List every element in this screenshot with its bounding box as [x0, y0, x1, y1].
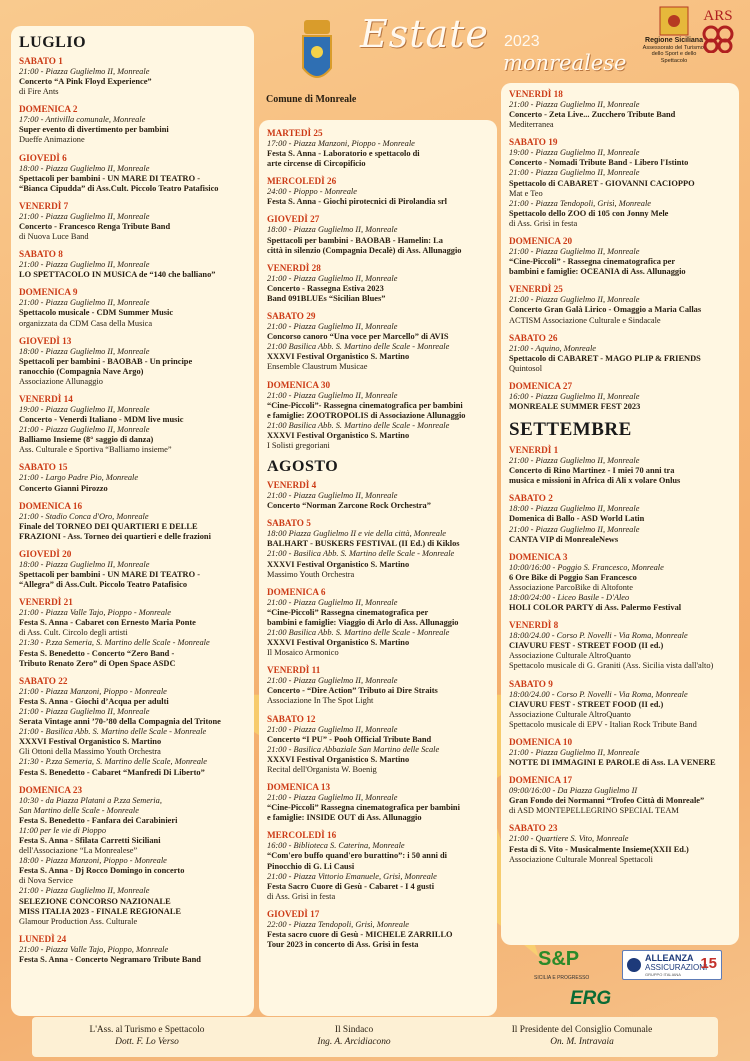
event-venue: 16:00 - Biblioteca S. Caterina, Monreale [267, 841, 405, 851]
event-title: Gran Fondo dei Normanni “Trofeo Città di Monreale” [509, 796, 705, 806]
event-venue: 21:00 - Piazza Guglielmo II, Monreale [267, 676, 398, 686]
event-date: DOMENICA 20 [509, 236, 573, 247]
sponsors [510, 944, 740, 1014]
event-date: SABATO 23 [509, 823, 558, 834]
event-organizer: Associazione Culturale Monreal Spettacoli [509, 854, 653, 864]
event-item [19, 56, 252, 97]
event-venue: 21:00 - Piazza Guglielmo II, Monreale [509, 524, 640, 534]
event-venue: 21:00 - Basilica Abb. S. Martino delle Scale - Monreale [19, 727, 207, 737]
event-title: XXXVI Festival Organistico S. Martino [267, 754, 410, 764]
event-item [267, 214, 495, 255]
event-date: DOMENICA 23 [19, 784, 83, 795]
event-title: Spettacoli per bambini - BAOBAB - Hamelin: La [267, 235, 443, 245]
event-item [509, 775, 737, 816]
event-title: NOTTE DI IMMAGINI E PAROLE di Ass. LA VENERE [509, 758, 716, 768]
month-heading: LUGLIO [19, 34, 87, 51]
event-venue: 21:00 - Piazza Guglielmo II, Monreale [267, 273, 398, 283]
event-title: Concerto Gianni Pirozzo [19, 483, 108, 493]
event-date: SABATO 8 [19, 249, 63, 260]
event-title: Festa Sacro Cuore di Gesù - Cabaret - I 4 gusti [267, 881, 435, 891]
event-item [509, 737, 737, 768]
month-heading: AGOSTO [267, 458, 339, 476]
event-date: GIOVEDÌ 20 [19, 548, 72, 559]
event-item [509, 381, 737, 412]
event-organizer: ACTISM Associazione Culturale e Sindacale [509, 315, 661, 325]
event-title: Super evento di divertimento per bambini [19, 125, 169, 135]
sp-logo: S&P [538, 948, 580, 970]
event-date: SABATO 29 [267, 311, 316, 322]
event-title: Festa sacro cuore di Gesù - MICHELE ZARRILLO [267, 929, 453, 939]
event-title: SELEZIONE CONCORSO NAZIONALE [19, 896, 171, 906]
event-title: “Bianca Cipudda” di Ass.Cult. Piccolo Teatro Patafisico [19, 183, 219, 193]
header [258, 6, 748, 116]
event-venue: 21:00 - Piazza Guglielmo II, Monreale [19, 425, 150, 435]
column-left [19, 32, 252, 972]
event-item [19, 249, 252, 280]
trinacria-icon [659, 6, 689, 36]
event-item [267, 380, 495, 452]
event-title: XXXVI Festival Organistico S. Martino [267, 559, 410, 569]
event-venue: 21:00 - Basilica Abbaziale San Martino delle Scale [267, 744, 440, 754]
event-venue: 21:00 - Piazza Valle Tajo, Pioppo - Monreale [19, 608, 171, 618]
event-item [19, 549, 252, 590]
event-venue: 18:00 - Piazza Guglielmo II, Monreale [19, 559, 150, 569]
event-item [267, 518, 495, 579]
event-organizer: di Ass. Grisì in festa [267, 891, 336, 901]
event-title: Festa S. Benedetto - Cabaret “Manfredi Di Liberto” [19, 767, 205, 777]
event-organizer: Associazione Culturale AltroQuanto [509, 651, 631, 661]
event-item [509, 445, 737, 486]
event-title: Festa di S. Vito - Musicalmente Insieme(XXII Ed.) [509, 844, 689, 854]
event-organizer: Spettacolo musicale di G. Graniti (Ass. Sicilia vista dall'alto) [509, 661, 714, 671]
event-venue: 21:00 - Stadio Conca d'Oro, Monreale [19, 511, 149, 521]
event-venue: 21:00 Basilica Abb. S. Martino delle Scale - Monreale [267, 420, 450, 430]
event-date: VENERDÌ 18 [509, 89, 563, 99]
event-venue: 21:00 - Piazza Guglielmo II, Monreale [19, 706, 150, 716]
event-organizer: di Nuova Luce Band [19, 232, 89, 242]
event-item [267, 909, 495, 950]
event-title: Finale del TORNEO DEI QUARTIERI E DELLE [19, 521, 198, 531]
event-date: SABATO 22 [19, 675, 68, 686]
event-venue: 21:00 - Piazza Guglielmo II, Monreale [19, 260, 150, 270]
event-venue: 21:00 - Basilica Abb. S. Martino delle Scale - Monreale [267, 549, 455, 559]
event-organizer: di Ass. Cult. Circolo degli artisti [19, 628, 128, 638]
event-venue: 19:00 - Piazza Guglielmo II, Monreale [19, 404, 150, 414]
event-title: bambini e famiglie: Viaggio di Arlo di Ass. Allunaggio [267, 617, 459, 627]
event-venue: 18:00 - Piazza Guglielmo II, Monreale [19, 346, 150, 356]
ars-emblem-icon [702, 25, 734, 53]
event-venue: 21:00 - Piazza Guglielmo II, Monreale [19, 886, 150, 896]
event-title: Pinocchio di G. Li Causi [267, 861, 355, 871]
event-organizer: Mat e Teo [509, 188, 543, 198]
event-date: VENERDÌ 28 [267, 262, 321, 273]
event-venue: 10:00/16:00 - Poggio S. Francesco, Monreale [509, 562, 664, 572]
event-title: FRAZIONI - Ass. Torneo dei quartieri e delle frazioni [19, 531, 211, 541]
event-venue: 21:00 - Piazza Guglielmo II, Monreale [267, 390, 398, 400]
event-venue: 21:30 - P.zza Semeria, S. Martino delle Scale, Monreale [19, 757, 207, 767]
event-title: Concerto - Francesco Renga Tribute Band [19, 221, 171, 231]
event-venue: 21:00 Basilica Abb. S. Martino delle Scale - Monreale [267, 628, 450, 637]
event-venue: 18:00 - Piazza Guglielmo II, Monreale [19, 163, 150, 173]
event-title: CIAVURU FEST - STREET FOOD (II ed.) [509, 699, 664, 709]
event-venue: 18:00 - Piazza Guglielmo II, Monreale [267, 225, 398, 235]
footer-presidente: Il Presidente del Consiglio Comunale On. M. Intravaia [511, 1025, 653, 1047]
event-date: DOMENICA 30 [267, 379, 331, 390]
event-item [267, 782, 495, 823]
event-date: SABATO 12 [267, 713, 316, 724]
title-year: 2023 [504, 33, 540, 50]
event-venue: 09:00/16:00 - Da Piazza Guglielmo II [509, 786, 638, 796]
event-title: “Cine-Piccoli” Rassegna cinematografica per [267, 607, 429, 617]
event-organizer: Quintosol [509, 363, 543, 373]
event-title: “Allegra” di Ass.Cult. Piccolo Teatro Patafisico [19, 580, 188, 590]
sp-subtitle: SICILIA E PROGRESSO [534, 975, 590, 981]
event-venue: San Martino delle Scale - Monreale [19, 805, 139, 815]
event-organizer: Associazione Allunaggio [19, 376, 103, 386]
event-title: Festa S. Anna - Dj Rocco Domingo in concerto [19, 866, 185, 876]
event-item [19, 201, 252, 242]
event-title: Concerto - Venerdì Italiano - MDM live music [19, 415, 184, 425]
event-venue: 21:00 - Piazza Guglielmo II, Monreale [509, 747, 640, 757]
event-title: “Cine-Piccoli” - Rassegna cinematografica per [509, 257, 676, 267]
alleanza-icon [626, 957, 642, 973]
event-title: Concerto - “Dire Action” Tributo ai Dire Straits [267, 686, 438, 696]
event-date: DOMENICA 16 [19, 500, 83, 511]
event-title: LO SPETTACOLO IN MUSICA de “140 che balliano” [19, 270, 216, 280]
event-title: arte circense di Circopificio [267, 159, 366, 169]
event-organizer: Dueffe Animazione [19, 135, 85, 145]
event-venue: 21:00 - Piazza Guglielmo II, Monreale [267, 793, 398, 803]
event-organizer: di Ass. Grisì in festa [509, 218, 578, 228]
event-title: Spettacolo di CABARET - GIOVANNI CACIOPPO [509, 178, 695, 188]
event-date: GIOVEDÌ 6 [19, 152, 67, 163]
event-item [19, 104, 252, 145]
event-title: XXXVI Festival Organistico S. Martino [19, 737, 162, 747]
event-item [267, 714, 495, 775]
footer-signatures [32, 1017, 718, 1057]
event-item [19, 934, 252, 965]
event-date: MERCOLEDÌ 26 [267, 176, 337, 187]
event-title: Tour 2023 in concerto di Ass. Grisì in festa [267, 940, 419, 950]
event-venue: 22:00 - Piazza Tendopoli, Grisì, Monreale [267, 919, 409, 929]
event-item [509, 493, 737, 544]
event-venue: 21:00 - Piazza Valle Tajo, Pioppo, Monreale [19, 944, 169, 954]
event-date: SABATO 15 [19, 462, 68, 473]
event-venue: 21:00 - Piazza Guglielmo II, Monreale [19, 67, 150, 76]
event-venue: 21:00 - Piazza Tendopoli, Grisì, Monreale [509, 198, 651, 208]
event-date: SABATO 5 [267, 518, 311, 529]
regione-siciliana-logo: Regione Siciliana Assessorato del Turismo, dello Sport e dello Spettacolo [638, 6, 710, 64]
event-venue: 21:00 - Piazza Guglielmo II, Monreale [267, 491, 398, 501]
event-venue: 18:00/24.00 - Corso P. Novelli - Via Roma, Monreale [509, 631, 688, 641]
event-venue: 18:00/24:00 - Liceo Basile - D'Aleo [509, 593, 630, 602]
event-date: SABATO 19 [509, 137, 558, 148]
event-title: Concerto - Nomadi Tribute Band - Libero l'Istinto [509, 158, 689, 168]
event-title: HOLI COLOR PARTY di Ass. Palermo Festival [509, 603, 682, 613]
event-title: Tributo Renato Zero” di Open Space ASDC [19, 658, 176, 668]
event-venue: 21:00 - Piazza Guglielmo II, Monreale [509, 295, 640, 305]
event-date: SABATO 2 [509, 493, 553, 504]
event-date: DOMENICA 17 [509, 775, 573, 786]
event-venue: 21:00 - Piazza Guglielmo II, Monreale [509, 100, 640, 109]
event-item [509, 137, 737, 229]
event-venue: 18:00 Piazza Guglielmo II e vie della città, Monreale [267, 529, 447, 539]
event-venue: 21:00 - Piazza Guglielmo II, Monreale [509, 247, 640, 257]
event-item [267, 830, 495, 902]
event-title: Festa S. Anna - Laboratorio e spettacolo di [267, 149, 420, 159]
column-right [509, 89, 737, 872]
event-title: Spettacoli per bambini - BAOBAB - Un principe [19, 356, 193, 366]
alleanza-logo: ALLEANZA ASSICURAZIONI GRUPPO ITALIANA 15 [622, 950, 722, 980]
event-item [509, 679, 737, 730]
event-item [267, 587, 495, 659]
event-title: Festa S. Anna - Giochi d’Acqua per adulti [19, 696, 169, 706]
event-date: SABATO 9 [509, 678, 553, 689]
event-item [19, 501, 252, 542]
event-organizer: Ensemble Claustrum Musicae [267, 362, 368, 372]
event-title: Festa S. Anna - Concerto Negramaro Tribute Band [19, 954, 201, 964]
event-title: 6 Ore Bike di Poggio San Francesco [509, 572, 637, 582]
event-item [19, 462, 252, 493]
event-date: GIOVEDÌ 13 [19, 335, 72, 346]
event-organizer: Ass. Culturale e Sportiva “Balliamo insieme” [19, 445, 172, 455]
event-title: XXXVI Festival Organistico S. Martino [267, 352, 410, 362]
event-title: Spettacolo di CABARET - MAGO PLIP & FRIENDS [509, 353, 701, 363]
event-title: città in silenzio (Compagnia Decalè) di Ass. Allunaggio [267, 245, 462, 255]
footer-sindaco: Il Sindaco Ing. A. Arcidiacono [317, 1025, 391, 1047]
event-date: VENERDÌ 11 [267, 665, 321, 676]
event-date: DOMENICA 13 [267, 782, 331, 793]
event-item [267, 263, 495, 304]
event-venue: 18:00 - Piazza Guglielmo II, Monreale [509, 504, 640, 514]
event-date: VENERDÌ 7 [19, 200, 69, 211]
event-organizer: Mediterranea [509, 120, 554, 130]
event-venue: 21:00 - Largo Padre Pio, Monreale [19, 473, 139, 483]
event-organizer: Associazione Culturale AltroQuanto [509, 709, 631, 719]
event-venue: 24:00 - Pioppo - Monreale [267, 187, 357, 197]
event-title: MONREALE SUMMER FEST 2023 [509, 401, 641, 411]
event-item [509, 620, 737, 671]
event-item [19, 153, 252, 194]
column-middle [267, 128, 495, 957]
event-venue: 21:00 - Piazza Guglielmo II, Monreale [267, 597, 398, 607]
event-organizer: Il Mosaico Armonico [267, 648, 339, 658]
event-date: GIOVEDÌ 17 [267, 908, 320, 919]
event-item [19, 287, 252, 328]
event-title: Concerto “I PU” - Pooh Official Tribute Band [267, 734, 432, 744]
event-organizer: dell'Associazione “La Monrealese” [19, 846, 138, 856]
event-date: SABATO 26 [509, 332, 558, 343]
event-venue: 21:00 - Piazza Vittorio Emanuele, Grisì, Monreale [267, 871, 437, 881]
event-venue: 17:00 - Antivilla comunale, Monreale [19, 115, 146, 125]
event-title: musica e missioni in Africa di Ali x volare Onlus [509, 476, 681, 486]
event-venue: 18:00 - Piazza Manzoni, Pioppo - Monreale [19, 856, 167, 866]
event-title: Concorso canoro “Una voce per Marcello” di AVIS [267, 332, 449, 342]
event-item [509, 236, 737, 277]
event-item [509, 284, 737, 325]
event-date: DOMENICA 27 [509, 380, 573, 391]
event-organizer: Associazione ParcoBike di Altofonte [509, 582, 633, 592]
event-title: “Cine-Piccoli” Rassegna cinematografica per bambini [267, 803, 460, 813]
event-venue: 21:00 - Piazza Guglielmo II, Monreale [267, 322, 398, 332]
event-title: Festa S. Benedetto - Fanfara dei Carabinieri [19, 815, 178, 825]
event-organizer: di Fire Ants [19, 87, 59, 97]
event-title: Domenica di Ballo - ASD World Latin [509, 514, 645, 524]
event-venue: 21:00 - Piazza Guglielmo II, Monreale [509, 168, 640, 178]
event-title: Spettacolo musicale - CDM Summer Music [19, 308, 174, 318]
event-date: VENERDÌ 21 [19, 597, 73, 608]
comune-label: Comune di Monreale [266, 94, 357, 105]
event-title: BALHART - BUSKERS FESTIVAL (II Ed.) di Kiklos [267, 539, 460, 549]
event-date: DOMENICA 6 [267, 586, 326, 597]
event-title: Concerto - Rassegna Estiva 2023 [267, 283, 384, 293]
event-venue: 16:00 - Piazza Guglielmo II, Monreale [509, 391, 640, 401]
event-date: LUNEDÌ 24 [19, 933, 67, 944]
event-venue: 21:00 Basilica Abb. S. Martino delle Scale - Monreale [267, 342, 450, 352]
event-title: Serata Vintage anni ’70-’80 della Compagnia del Tritone [19, 717, 221, 727]
event-title: Band 091BLUEs “Sicilian Blues” [267, 293, 386, 303]
event-date: DOMENICA 3 [509, 551, 568, 562]
event-date: VENERDÌ 1 [509, 445, 559, 456]
event-item [509, 823, 737, 864]
event-date: MARTEDÌ 25 [267, 128, 323, 138]
event-date: VENERDÌ 4 [267, 480, 317, 491]
month-heading: SETTEMBRE [509, 419, 632, 441]
event-organizer: Recital dell'Organista W. Boenig [267, 764, 377, 774]
event-venue: 21:00 - Piazza Guglielmo II, Monreale [267, 724, 398, 734]
event-title: bambini e famiglie: OCEANIA di Ass. Allunaggio [509, 267, 686, 277]
event-organizer: di Nova Service [19, 876, 73, 886]
event-title: Concerto - Zeta Live... Zucchero Tribute Band [509, 110, 676, 120]
event-item [267, 480, 495, 511]
event-title: Concerto di Rino Martinez - I miei 70 anni tra [509, 466, 675, 476]
event-venue: 19:00 - Piazza Guglielmo II, Monreale [509, 148, 640, 158]
event-title: Festa S. Anna - Sfilata Carretti Siciliani [19, 835, 161, 845]
event-title: Spettacoli per bambini - UN MARE DI TEATRO - [19, 570, 201, 579]
event-date: DOMENICA 2 [19, 104, 78, 115]
event-venue: 21:00 - Piazza Guglielmo II, Monreale [19, 211, 150, 221]
event-title: Concerto “A Pink Floyd Experience” [19, 77, 152, 87]
event-title: “Com'ero buffo quand'ero burattino”: i 50 anni di [267, 851, 448, 861]
event-organizer: I Solisti gregoriani [267, 440, 330, 450]
event-venue: 11:00 per le vie di Pioppo [19, 825, 107, 835]
event-title: ranocchio (Compagnia Nave Argo) [19, 366, 144, 376]
event-date: SABATO 1 [19, 56, 63, 66]
event-organizer: Massimo Youth Orchestra [267, 569, 355, 579]
event-item [19, 336, 252, 387]
event-title: XXXVI Festival Organistico S. Martino [267, 430, 410, 440]
event-venue: 17:00 - Piazza Manzoni, Pioppo - Monreale [267, 139, 415, 148]
event-venue: 21:00 - Piazza Guglielmo II, Monreale [509, 456, 640, 466]
event-title: e famiglie: ZOOTROPOLIS di Associazione Allunaggio [267, 410, 466, 420]
event-title: MISS ITALIA 2023 - FINALE REGIONALE [19, 906, 182, 916]
event-venue: 21:00 - Aquino, Monreale [509, 343, 596, 353]
event-item [267, 311, 495, 372]
event-title: Spettacolo dello ZOO di 105 con Jonny Mele [509, 208, 669, 218]
event-venue: 21:30 - P.zza Semeria, S. Martino delle Scale - Monreale [19, 638, 210, 648]
event-organizer: Glamour Production Ass. Culturale [19, 916, 138, 926]
event-item [267, 128, 495, 169]
event-date: VENERDÌ 8 [509, 620, 559, 631]
event-date: MERCOLEDÌ 16 [267, 830, 337, 841]
event-organizer: di ASD MONTEPELLEGRINO SPECIAL TEAM [509, 806, 679, 816]
event-title: Balliamo Insieme (8° saggio di danza) [19, 435, 154, 445]
event-item [509, 333, 737, 374]
event-venue: 18:00/24.00 - Corso P. Novelli - Via Roma, Monreale [509, 689, 688, 699]
event-item [509, 552, 737, 613]
event-organizer: organizzata da CDM Casa della Musica [19, 318, 153, 328]
event-organizer: Gli Ottoni della Massimo Youth Orchestra [19, 747, 161, 757]
event-date: DOMENICA 10 [509, 736, 573, 747]
footer-assessore: L'Ass. al Turismo e Spettacolo Dott. F. Lo Verso [89, 1025, 205, 1047]
event-title: e famiglie: INSIDE OUT di Ass. Allunaggio [267, 813, 422, 823]
title-estate: Estate [360, 12, 489, 56]
event-title: Festa S. Anna - Giochi pirotecnici di Pirolandia srl [267, 197, 447, 207]
event-date: VENERDÌ 14 [19, 393, 73, 404]
event-date: GIOVEDÌ 27 [267, 214, 320, 225]
event-title: Concerto Gran Galà Lirico - Omaggio a Maria Callas [509, 305, 702, 315]
event-item [19, 597, 252, 669]
event-venue: 21:00 - Piazza Manzoni, Pioppo - Monreale [19, 686, 167, 696]
event-date: DOMENICA 9 [19, 287, 78, 298]
event-item [267, 665, 495, 706]
event-item [19, 785, 252, 927]
monreale-crest-icon [300, 20, 334, 88]
event-title: Concerto “Norman Zarcone Rock Orchestra” [267, 501, 431, 511]
event-title: Festa S. Anna - Cabaret con Ernesto Maria Ponte [19, 618, 196, 628]
event-title: Spettacoli per bambini - UN MARE DI TEATRO - [19, 173, 201, 183]
ars-logo: ARS [696, 8, 740, 58]
event-organizer: Associazione In The Spot Light [267, 696, 374, 706]
event-venue: 21:00 - Quartiere S. Vito, Monreale [509, 834, 629, 844]
event-venue: 10:30 - da Piazza Platani a P.zza Semeria, [19, 795, 162, 805]
event-organizer: Spettacolo musicale di EPV - Italian Rock Tribute Band [509, 719, 697, 729]
event-item [267, 176, 495, 207]
event-title: “Cine-Piccoli”- Rassegna cinematografica per bambini [267, 400, 463, 410]
event-title: CIAVURU FEST - STREET FOOD (II ed.) [509, 641, 664, 651]
event-title: CANTA VIP di MonrealeNews [509, 534, 619, 544]
title-monrealese: monrealese [503, 51, 627, 75]
event-venue: 21:00 - Piazza Guglielmo II, Monreale [19, 298, 150, 308]
event-title: Festa S. Benedetto - Concerto “Zero Band - [19, 648, 175, 658]
event-title: XXXVI Festival Organistico S. Martino [267, 638, 410, 648]
event-item [19, 676, 252, 778]
erg-logo: ERG [570, 988, 612, 1009]
event-date: VENERDÌ 25 [509, 284, 563, 295]
event-item [19, 394, 252, 455]
